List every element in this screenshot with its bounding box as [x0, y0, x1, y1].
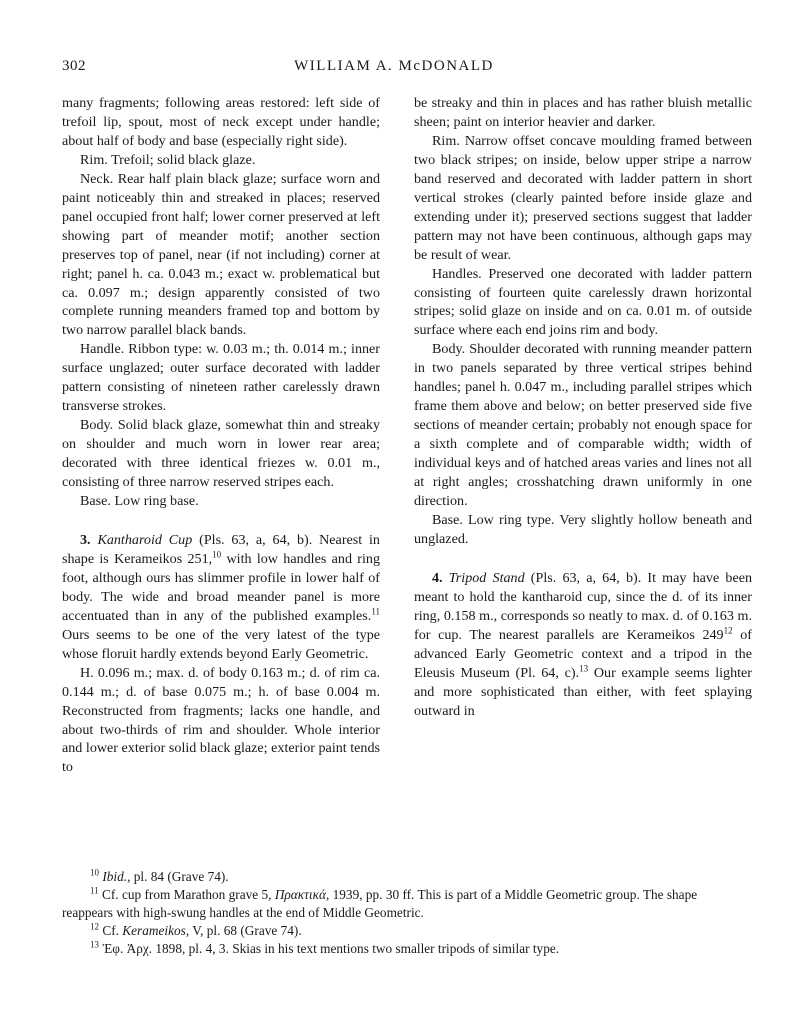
paragraph-rim: Rim. Trefoil; solid black glaze. — [80, 151, 256, 168]
paragraph-base: Base. Low ring type. Very slightly hollow beneath and unglazed. — [414, 511, 752, 547]
footnote-text: Ἐφ. Ἀρχ. 1898, pl. 4, 3. Skias in his text mentions two smaller tripods of similar type. — [102, 941, 560, 956]
item-4-text: (Pls. 63, a, 64, b). It may have been meant to hold the kantharoid cup, since the d. of its inner ring, 0.158 m., corresponds so neatly to max. d. of 0.163 m. for cup. The nearest parallels are Kerameikos 249 — [414, 569, 752, 643]
footnote-10 — [62, 868, 724, 886]
footnote-number: 11 — [90, 885, 99, 896]
item-4-text: Our example seems lighter and more sophisticated than either, with feet splaying outward in — [414, 664, 752, 719]
item-3-paragraph — [62, 531, 380, 664]
footnotes — [62, 868, 724, 958]
paragraph-continued: many fragments; following areas restored: left side of trefoil lip, spout, most of neck except under handle; about half of body and base (especially right side). — [62, 95, 380, 149]
footnote-13 — [62, 940, 724, 958]
paragraph-rim: Rim. Narrow offset concave moulding framed between two black stripes; on inside, below upper stripe a narrow band reserved and decorated with ladder pattern in short vertical strokes (clearly painted before inside glaze and extending under it); preserved sections suggest that ladder pattern may not have been continuous, although gaps may be result of wear. — [414, 132, 752, 263]
footnote-number: 10 — [90, 867, 99, 878]
page-number: 302 — [62, 58, 86, 74]
item-3-text: Ours seems to be one of the very latest of the type whose floruit hardly extends beyond Early Geometric. — [62, 626, 380, 662]
left-column — [62, 94, 380, 777]
paragraph-handle: Handle. Ribbon type: w. 0.03 m.; th. 0.014 m.; inner surface unglazed; outer surface decorated with ladder pattern consisting of nineteen rather carelessly drawn transverse strokes. — [62, 341, 380, 415]
footnote-text: Cf. — [102, 923, 123, 938]
right-column — [414, 94, 752, 721]
footnote-ref-12[interactable]: 12 — [723, 625, 733, 636]
footnote-ref-13[interactable]: 13 — [579, 662, 589, 673]
footnote-ref-10[interactable]: 10 — [212, 549, 222, 560]
footnote-11 — [62, 886, 724, 922]
item-4-title: Tripod Stand — [448, 569, 525, 586]
footnote-12 — [62, 922, 724, 940]
footnote-number: 12 — [90, 921, 99, 932]
footnote-text: , pl. 84 (Grave 74). — [127, 869, 229, 884]
paragraph-continued: be streaky and thin in places and has rather bluish metallic sheen; paint on interior heavier and darker. — [414, 95, 752, 130]
item-4-paragraph — [414, 569, 752, 721]
footnote-text: , V, pl. 68 (Grave 74). — [185, 923, 302, 938]
footnote-ref-11[interactable]: 11 — [371, 606, 380, 617]
item-3-text: (Pls. 63, a, 64, b). Nearest in shape is Kerameikos 251, — [62, 531, 380, 567]
item-3-title: Kantharoid Cup — [97, 531, 193, 548]
paragraph-neck: Neck. Rear half plain black glaze; surface worn and paint noticeably thin and streaked in places; reserved panel occupied front half; lower corner preserved at left showing part of meander motif; another section preserves top of panel, near (if not including) corner at right; panel h. ca. 0.043 m.; exact w. problematical but ca. 0.097 m.; design apparently consisted of two complete running meanders framed top and bottom by two narrow parallel black bands. — [62, 170, 380, 339]
paragraph-body: Body. Solid black glaze, somewhat thin and streaky on shoulder and much worn in lower rear area; decorated with three identical friezes w. 0.01 m., consisting of three narrow reserved stripes each. — [62, 417, 380, 491]
item-3-text: with low handles and ring foot, although ours has slimmer profile in lower half of body. The wide and broad meander panel is more accentuated than in any of the published examples. — [62, 550, 380, 624]
paragraph-body: Body. Shoulder decorated with running meander pattern in two panels separated by three vertical stripes behind handles; panel h. 0.047 m., including parallel stripes which frame them above and below; on better preserved side five sections of meander certain; probably not enough space for a sixth complete and of comparable width; width of individual keys and of hatched areas varies and lines not all at right angles; crosshatching drawn uniformly in one direction. — [414, 341, 752, 510]
footnote-italic: Ibid. — [102, 869, 128, 884]
item-4-text: of advanced Early Geometric context and a tripod in the Eleusis Museum (Pl. 64, c). — [414, 626, 752, 681]
paragraph-handles: Handles. Preserved one decorated with ladder pattern consisting of fourteen quite carelessly drawn horizontal stripes; solid glaze on inside and on ca. 0.01 m. of outside surface where each end joins rim and body. — [414, 265, 752, 339]
page-header — [62, 58, 726, 80]
running-title: WILLIAM A. McDONALD — [294, 58, 494, 74]
paragraph-base: Base. Low ring base. — [80, 493, 199, 510]
footnote-number: 13 — [90, 939, 99, 950]
footnote-italic: Kerameikos — [122, 923, 186, 938]
paragraph-dimensions: H. 0.096 m.; max. d. of body 0.163 m.; d. of rim ca. 0.144 m.; d. of base 0.075 m.; h. of base 0.004 m. Reconstructed from fragments; lacks one handle, and about two-thirds of rim and shoulder. Whole interior and lower exterior solid black glaze; exterior paint tends to — [62, 664, 380, 776]
footnote-text: Cf. cup from Marathon grave 5, — [102, 887, 275, 902]
footnote-text: , 1939, pp. 30 ff. This is part of a Middle Geometric group. The shape reappears with high-swung handles at the end of Middle Geometric. — [62, 887, 698, 920]
footnote-italic: Πρακτικά — [274, 887, 326, 902]
item-4-number: 4. — [432, 569, 443, 586]
item-3-number: 3. — [80, 531, 91, 548]
